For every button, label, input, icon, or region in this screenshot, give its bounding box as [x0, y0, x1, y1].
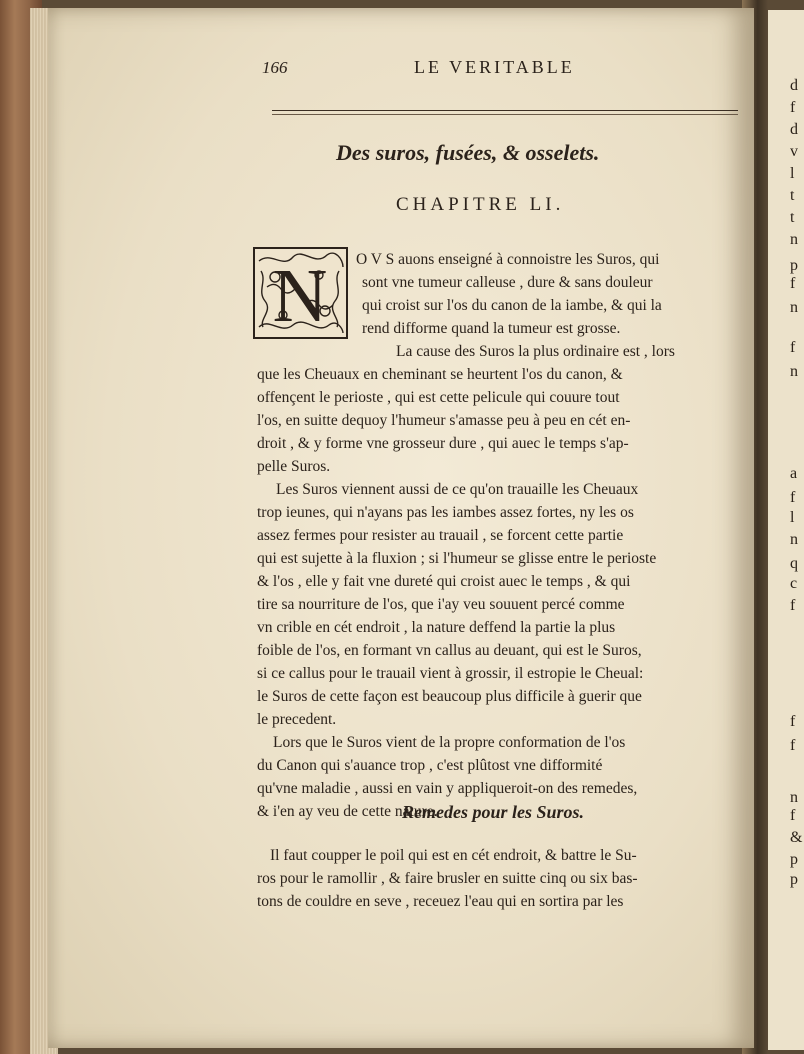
text-line: offençent le perioste , qui est cette pelicule qui couure tout	[257, 389, 620, 406]
facing-page-char: d	[790, 121, 798, 138]
text-line: sont vne tumeur calleuse , dure & sans douleur	[362, 274, 653, 291]
facing-page-char: t	[790, 209, 795, 226]
drop-cap-letter: N	[272, 254, 328, 338]
text-line: si ce callus pour le trauail vient à grossir, il estropie le Cheual:	[257, 665, 644, 682]
facing-page-char: n	[790, 789, 798, 806]
facing-page-char: f	[790, 489, 796, 506]
text-line: qui croist sur l'os du canon de la iambe, & qui la	[362, 297, 662, 314]
facing-page-char: v	[790, 143, 798, 160]
text-line: foible de l'os, en formant vn callus au deuant, qui est le Suros,	[257, 642, 642, 659]
text-line: trop ieunes, qui n'ayans pas les iambes assez fortes, ny les os	[257, 504, 634, 521]
header-rule	[272, 110, 738, 111]
facing-page-char: f	[790, 99, 796, 116]
text-line: droit , & y forme vne grosseur dure , qui auec le temps s'ap-	[257, 435, 629, 452]
facing-page-char: p	[790, 871, 798, 888]
text-line: l'os, en suitte dequoy l'humeur s'amasse peu à peu en cét en-	[257, 412, 631, 429]
facing-page-char: f	[790, 275, 796, 292]
ornamental-drop-cap	[253, 247, 348, 339]
text-line: & l'os , elle y fait vne dureté qui croist auec le temps , & qui	[257, 573, 631, 590]
facing-page-char: p	[790, 257, 798, 274]
facing-page-char: n	[790, 531, 798, 548]
text-line: Lors que le Suros vient de la propre conformation de l'os	[273, 734, 626, 751]
text-line: rend difforme quand la tumeur est grosse.	[362, 320, 621, 337]
facing-page-edge	[764, 10, 804, 1050]
facing-page-char: a	[790, 465, 798, 482]
facing-page-char: n	[790, 363, 798, 380]
text-line: assez fermes pour resister au trauail , se forcent cette partie	[257, 527, 624, 544]
running-head: LE VERITABLE	[414, 57, 575, 77]
facing-page-char: f	[790, 597, 796, 614]
text-line: du Canon qui s'auance trop , c'est plûtost vne difformité	[257, 757, 603, 774]
text-line: le precedent.	[257, 711, 337, 728]
text-line: Les Suros viennent aussi de ce qu'on trauaille les Cheuaux	[276, 481, 639, 498]
chapter-heading: CHAPITRE LI.	[396, 194, 565, 215]
facing-page-char: t	[790, 187, 795, 204]
text-line: ros pour le ramollir , & faire brusler en suitte cinq ou six bas-	[257, 870, 638, 887]
text-line: que les Cheuaux en cheminant se heurtent l'os du canon, &	[257, 366, 623, 383]
text-line: tons de couldre en seve , receuez l'eau qui en sortira par les	[257, 893, 624, 910]
text-line: le Suros de cette façon est beaucoup plus difficile à guerir que	[257, 688, 642, 705]
facing-page-char: &	[790, 829, 803, 846]
facing-page-char: f	[790, 807, 796, 824]
facing-page-char: f	[790, 737, 796, 754]
facing-page-char: q	[790, 555, 798, 572]
facing-page-char: d	[790, 77, 798, 94]
text-line: pelle Suros.	[257, 458, 331, 475]
text-line: vn crible en cét endroit , la nature deffend la partie la plus	[257, 619, 616, 636]
facing-page-char: l	[790, 165, 795, 182]
facing-page-char: f	[790, 339, 796, 356]
text-line: Il faut coupper le poil qui est en cét endroit, & battre le Su-	[270, 847, 637, 864]
facing-page-char: n	[790, 231, 798, 248]
facing-page-char: l	[790, 509, 795, 526]
text-line: qu'vne maladie , aussi en vain y appliqueroit-on des remedes,	[257, 780, 638, 797]
facing-page-char: p	[790, 851, 798, 868]
facing-page-char: c	[790, 575, 798, 592]
section-title: Des suros, fusées, & osselets.	[336, 140, 600, 165]
text-line: tire sa nourriture de l'os, que i'ay veu souuent percé comme	[257, 596, 625, 613]
page-number: 166	[262, 58, 288, 77]
facing-page-char: n	[790, 299, 798, 316]
facing-page-char: f	[790, 713, 796, 730]
text-line: La cause des Suros la plus ordinaire est , lors	[396, 343, 675, 360]
text-line: O V S auons enseigné à connoistre les Suros, qui	[356, 251, 660, 268]
remedies-heading: Remedes pour les Suros.	[402, 802, 585, 822]
text-line: & i'en ay veu de cette nature.	[257, 803, 438, 820]
header-rule-secondary	[272, 114, 738, 115]
text-line: qui est sujette à la fluxion ; si l'humeur se glisse entre le perioste	[257, 550, 657, 567]
